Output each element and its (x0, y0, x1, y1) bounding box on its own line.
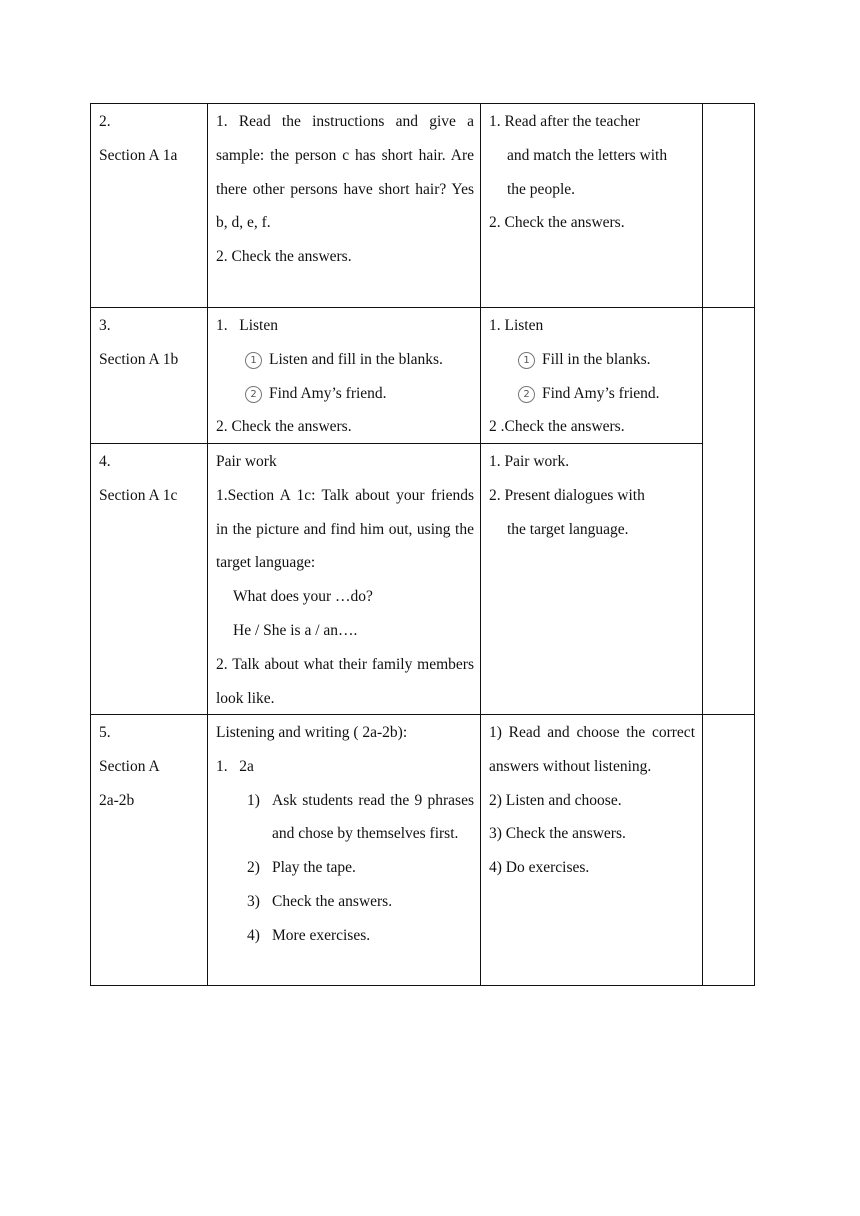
student-step: 1. Pair work. (489, 453, 570, 470)
student-step-continuation: and match the letters with (507, 146, 668, 164)
student-step: 2 .Check the answers. (489, 418, 625, 436)
row-divider (90, 307, 755, 308)
step-number: 3. (99, 317, 111, 334)
student-step: 1. Read after the teacher (489, 113, 641, 130)
teacher-step: Listening and writing ( 2a-2b): (216, 724, 408, 741)
step-cell (99, 309, 201, 377)
teacher-activity-cell (216, 309, 474, 444)
student-activity-cell (489, 309, 697, 444)
list-item-number: 3) (247, 892, 260, 910)
target-language-answer: He / She is a / an…. (233, 621, 358, 639)
list-item (216, 885, 474, 919)
list-item (216, 784, 474, 852)
student-step-continuation: the people. (507, 180, 576, 198)
student-substep: 1 Fill in the blanks. (489, 343, 697, 377)
teacher-activity-cell (216, 716, 474, 953)
teacher-step: 1. Read the instructions and give a sample: the person c has short hair. Are there other persons have short hair? Yes b, d, e, f. (216, 113, 474, 232)
teacher-step: 2. Check the answers. (216, 248, 352, 266)
step-section: Section A 1c (99, 486, 178, 504)
teacher-activity-cell (216, 445, 474, 715)
table-border-bottom (90, 985, 755, 986)
student-activity-cell (489, 445, 697, 546)
step-section: Section A 1a (99, 146, 178, 164)
student-activity-cell (489, 105, 697, 240)
target-language-question: What does your …do? (233, 588, 373, 606)
teacher-activity-cell (216, 105, 474, 274)
column-divider (702, 103, 703, 986)
list-item-number: 2) (247, 859, 260, 877)
teacher-substep: 2 Find Amy’s friend. (216, 377, 474, 411)
table-border-left (90, 103, 91, 986)
column-divider (480, 103, 481, 986)
circled-number-icon: 1 (518, 352, 535, 369)
student-step: 2. Check the answers. (489, 214, 625, 232)
student-step: 2) Listen and choose. (489, 791, 622, 809)
teacher-step: 1. Listen (216, 317, 278, 334)
student-step: 4) Do exercises. (489, 859, 590, 877)
list-item-text: Check the answers. (272, 892, 393, 910)
teacher-substep: 1. 2a (216, 757, 254, 775)
list-item-number: 4) (247, 926, 260, 944)
list-item-text: Ask students read the 9 phrases and chose by themselves first. (272, 791, 474, 843)
teacher-step: 2. Check the answers. (216, 418, 352, 436)
list-item-number: 1) (247, 791, 260, 809)
teacher-substep: 1 Listen and fill in the blanks. (216, 343, 474, 377)
student-step: 3) Check the answers. (489, 825, 626, 843)
step-cell (99, 105, 201, 173)
list-item-text: Play the tape. (272, 859, 356, 877)
step-number: 5. (99, 724, 111, 741)
table-border-right (754, 103, 755, 986)
circled-number-icon: 1 (245, 352, 262, 369)
table-border-top (90, 103, 755, 104)
student-activity-cell (489, 716, 695, 885)
step-cell (99, 445, 201, 513)
step-section: 2a-2b (99, 791, 135, 809)
teacher-step: 2. Talk about what their family members look like. (216, 655, 474, 707)
teacher-step: 1.Section A 1c: Talk about your friends in the picture and find him out, using the target language: (216, 486, 474, 572)
student-step-continuation: the target language. (507, 520, 629, 538)
circled-number-icon: 2 (245, 386, 262, 403)
student-step: 2. Present dialogues with (489, 486, 645, 504)
teacher-step: Pair work (216, 453, 277, 470)
list-item (216, 851, 474, 885)
circled-number-icon: 2 (518, 386, 535, 403)
step-number: 4. (99, 453, 111, 470)
list-item-text: More exercises. (272, 926, 371, 944)
step-section: Section A 1b (99, 350, 179, 368)
step-section: Section A (99, 757, 160, 775)
student-step: 1. Listen (489, 317, 544, 334)
list-item (216, 919, 474, 953)
student-step: 1) Read and choose the correct answers without listening. (489, 724, 695, 775)
column-divider (207, 103, 208, 986)
student-substep: 2 Find Amy’s friend. (489, 377, 697, 411)
step-cell (99, 716, 201, 817)
step-number: 2. (99, 113, 111, 130)
